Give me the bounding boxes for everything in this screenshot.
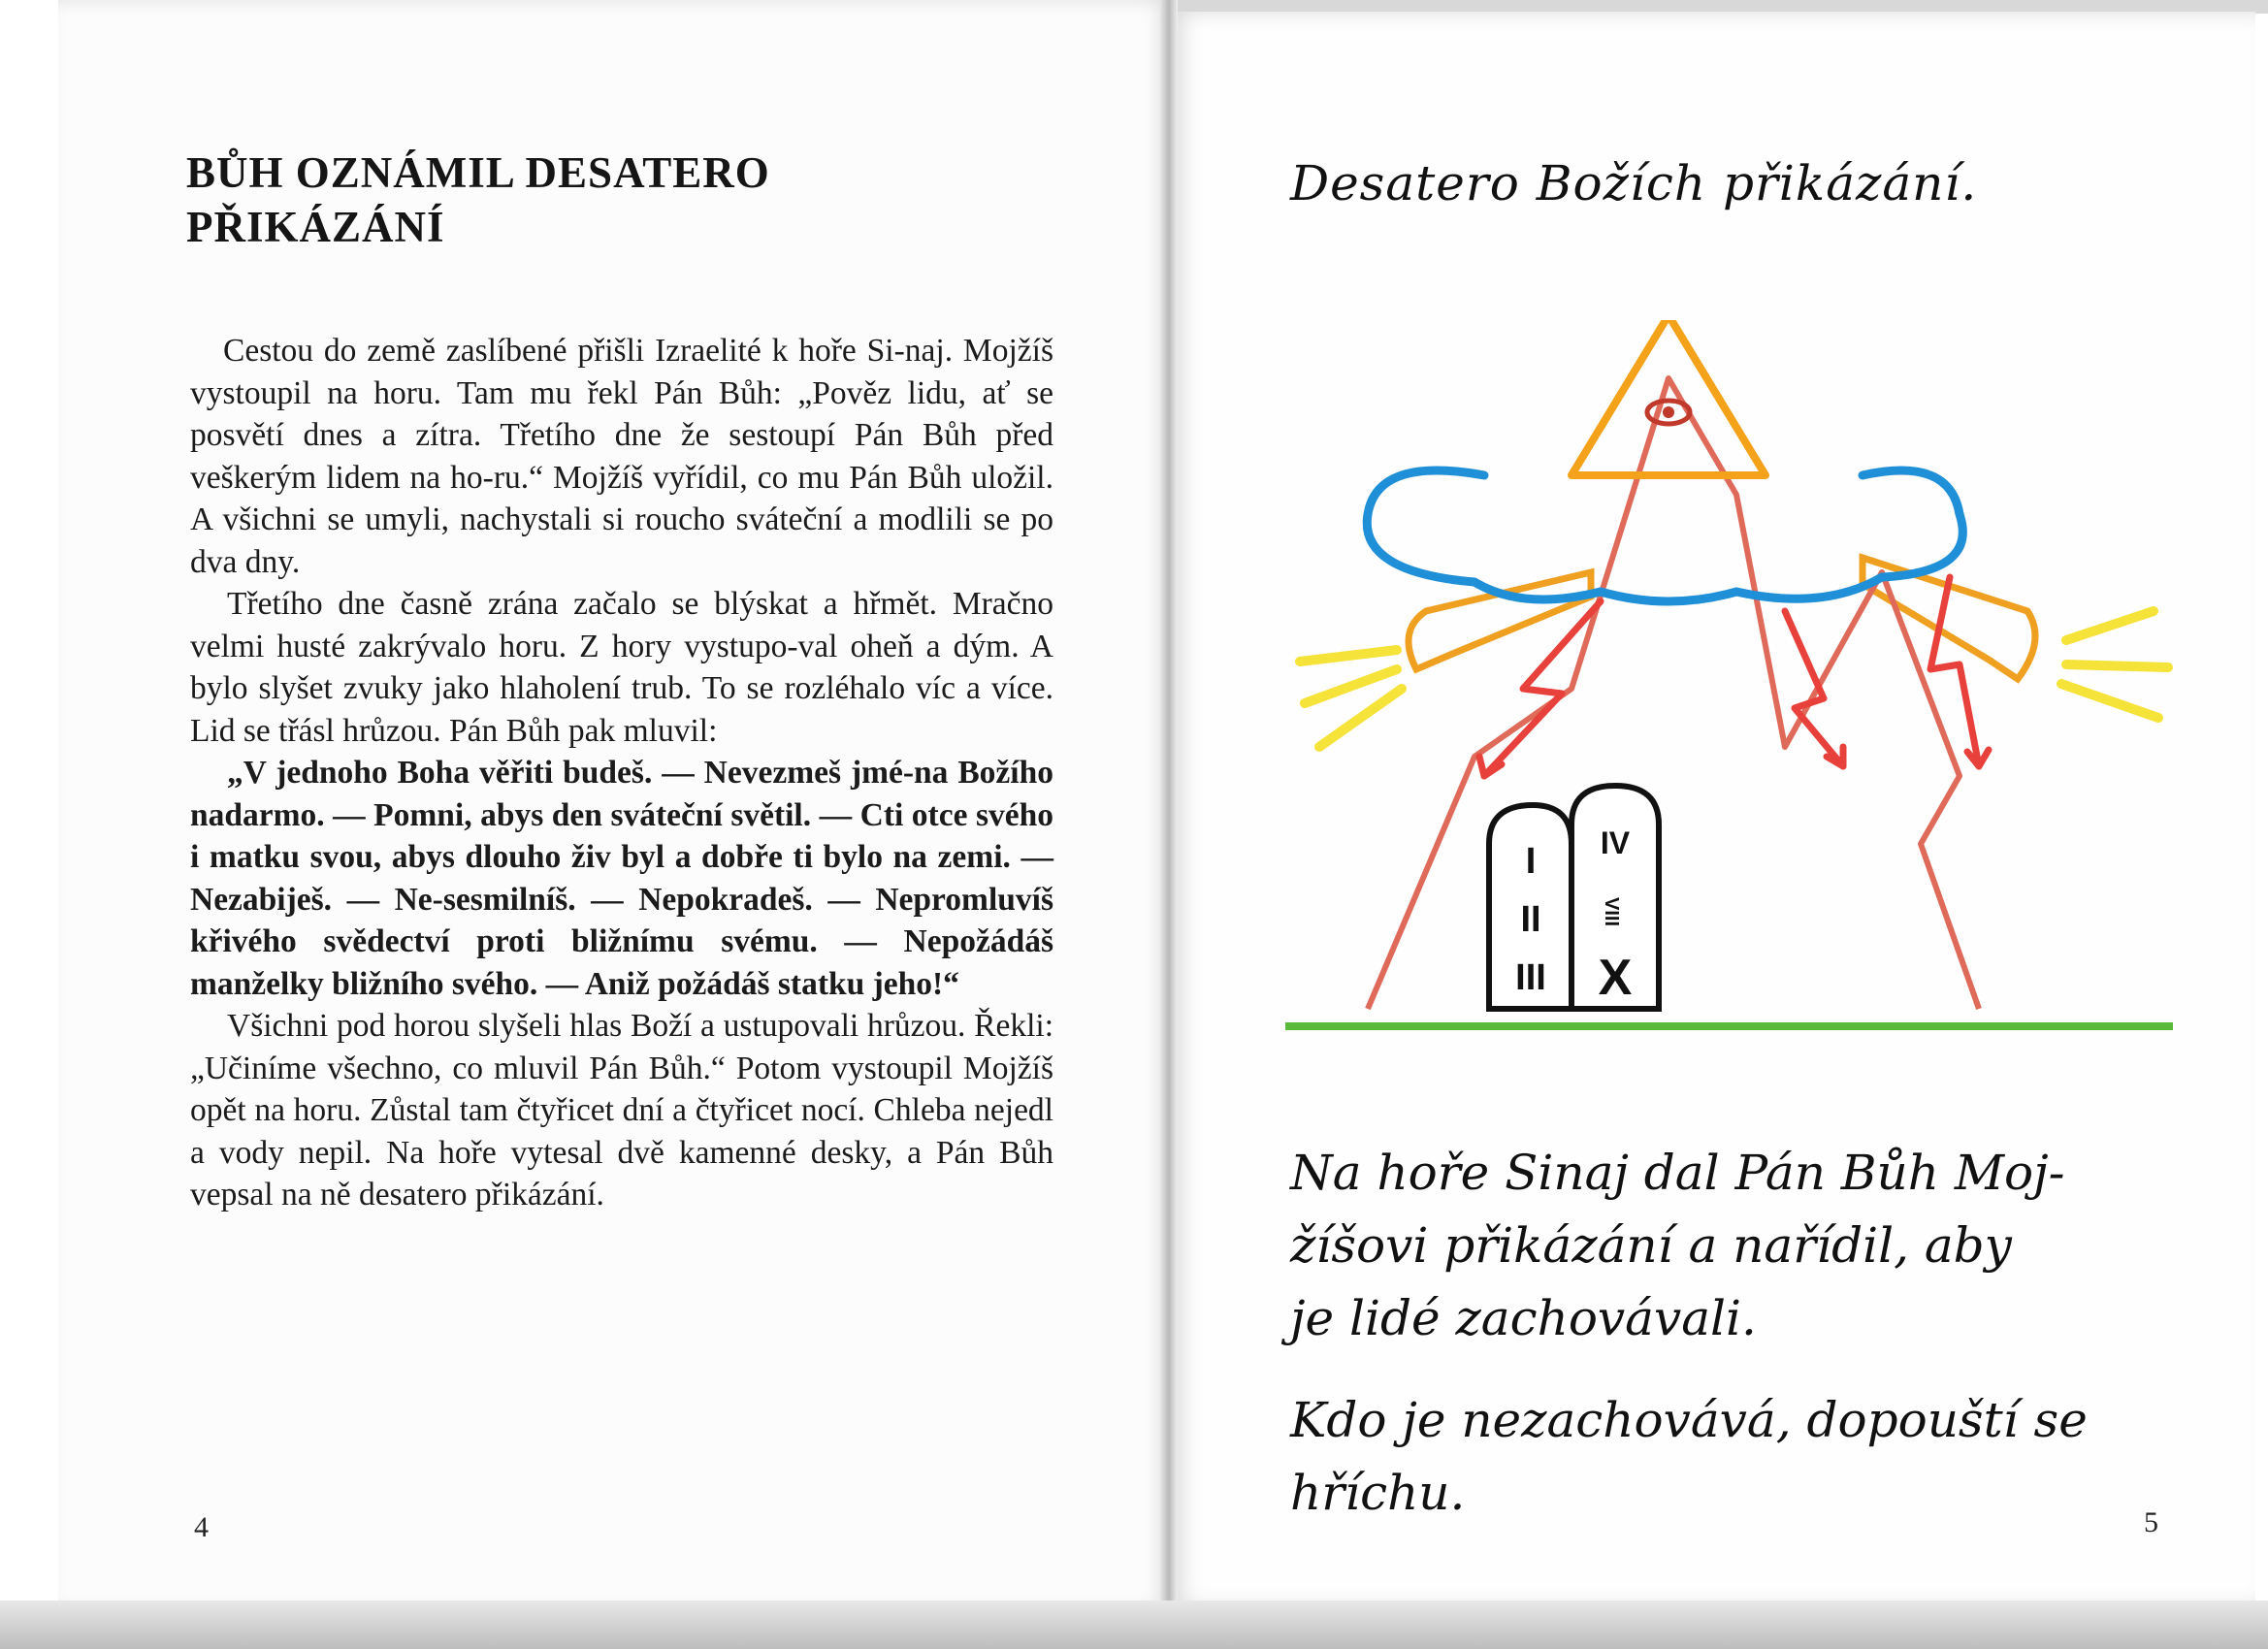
- numeral-IV: IV: [1600, 825, 1631, 860]
- paragraph-4: Všichni pod horou slyšeli hlas Boží a ustupovali hrůzou. Řekli: „Učiníme všechno, co mluvil Pán Bůh.“ Potom vystoupil Mojžíš opět na horu. Zůstal tam čtyřicet dní a čtyřicet nocí. Chleba nejedl a vody nepil. Na hoře vytesal dvě kamenné desky, a Pán Bůh vepsal na ně desatero přikázání.: [190, 1008, 1053, 1212]
- numeral-VIII: VIII: [1601, 896, 1622, 927]
- light-rays-left: [1300, 650, 1402, 747]
- handwritten-line-4: Kdo je nezachovává, dopouští se: [1290, 1392, 2088, 1448]
- handwritten-line-5: hříchu.: [1290, 1465, 1466, 1521]
- light-rays-right: [2061, 611, 2168, 718]
- story-text: [190, 330, 1053, 1216]
- numeral-III: III: [1515, 957, 1546, 998]
- chapter-title: [186, 146, 962, 254]
- commandments-paragraph: „V jednoho Boha věřiti budeš. — Nevezmeš jmé-na Božího nadarmo. — Pomni, abys den sváteční světil. — Cti otce svého i matku svou, abys dlouho živ byl a dobře ti bylo na zemi. — Nezabiješ. — Ne-sesmilníš. — Nepokradeš. — Nepromluvíš křivého svědectví proti bližnímu svému. — Nepožádáš manželky bližního svého. — Aniž požádáš statku jeho!“: [190, 755, 1053, 1002]
- numeral-X: X: [1598, 950, 1633, 1006]
- handwritten-title: Desatero Božích přikázání.: [1290, 155, 1978, 211]
- handwritten-text: [1290, 1137, 2144, 1530]
- sinai-illustration: [1280, 320, 2192, 1038]
- chapter-title-line2: PŘIKÁZÁNÍ: [186, 203, 445, 251]
- trumpet-left: [1409, 572, 1591, 669]
- paragraph-2: Třetího dne časně zrána začalo se blýskat a hřmět. Mračno velmi husté zakrývalo horu. Z hory vystupo-val oheň a dým. A bylo slyšet zvuky jako hlaholení trub. To se rozléhalo víc a více. Lid se třásl hrůzou. Pán Bůh pak mluvil:: [190, 586, 1053, 749]
- lightning-bolts: [1479, 577, 1989, 776]
- handwritten-line-2: žíšovi přikázání a nařídil, aby: [1290, 1217, 2012, 1274]
- cloud: [1367, 470, 1962, 601]
- numeral-II: II: [1520, 899, 1541, 940]
- page-number-right: 5: [2144, 1506, 2158, 1538]
- page-number-left: 4: [194, 1511, 209, 1543]
- eye-triangle: [1571, 320, 1766, 475]
- handwritten-line-3: je lidé zachovávali.: [1290, 1290, 1757, 1346]
- paragraph-1: Cestou do země zaslíbené přišli Izraelité k hoře Si-naj. Mojžíš vystoupil na horu. Tam mu řekl Pán Bůh: „Pověz lidu, ať se posvětí dnes a zítra. Třetího dne že sestoupí Pán Bůh před veškerým lidem na ho-ru.“ Mojžíš vyřídil, co mu Pán Bůh uložil. A všichni se umyli, nachystali si roucho sváteční a modlili se po dva dny.: [190, 333, 1053, 580]
- handwritten-line-1: Na hoře Sinaj dal Pán Bůh Moj-: [1290, 1145, 2065, 1201]
- numeral-I: I: [1525, 841, 1537, 882]
- book-gutter: [1160, 0, 1178, 1610]
- chapter-title-line1: BŮH OZNÁMIL DESATERO: [186, 148, 770, 197]
- scan-edge-bottom: [0, 1600, 2268, 1649]
